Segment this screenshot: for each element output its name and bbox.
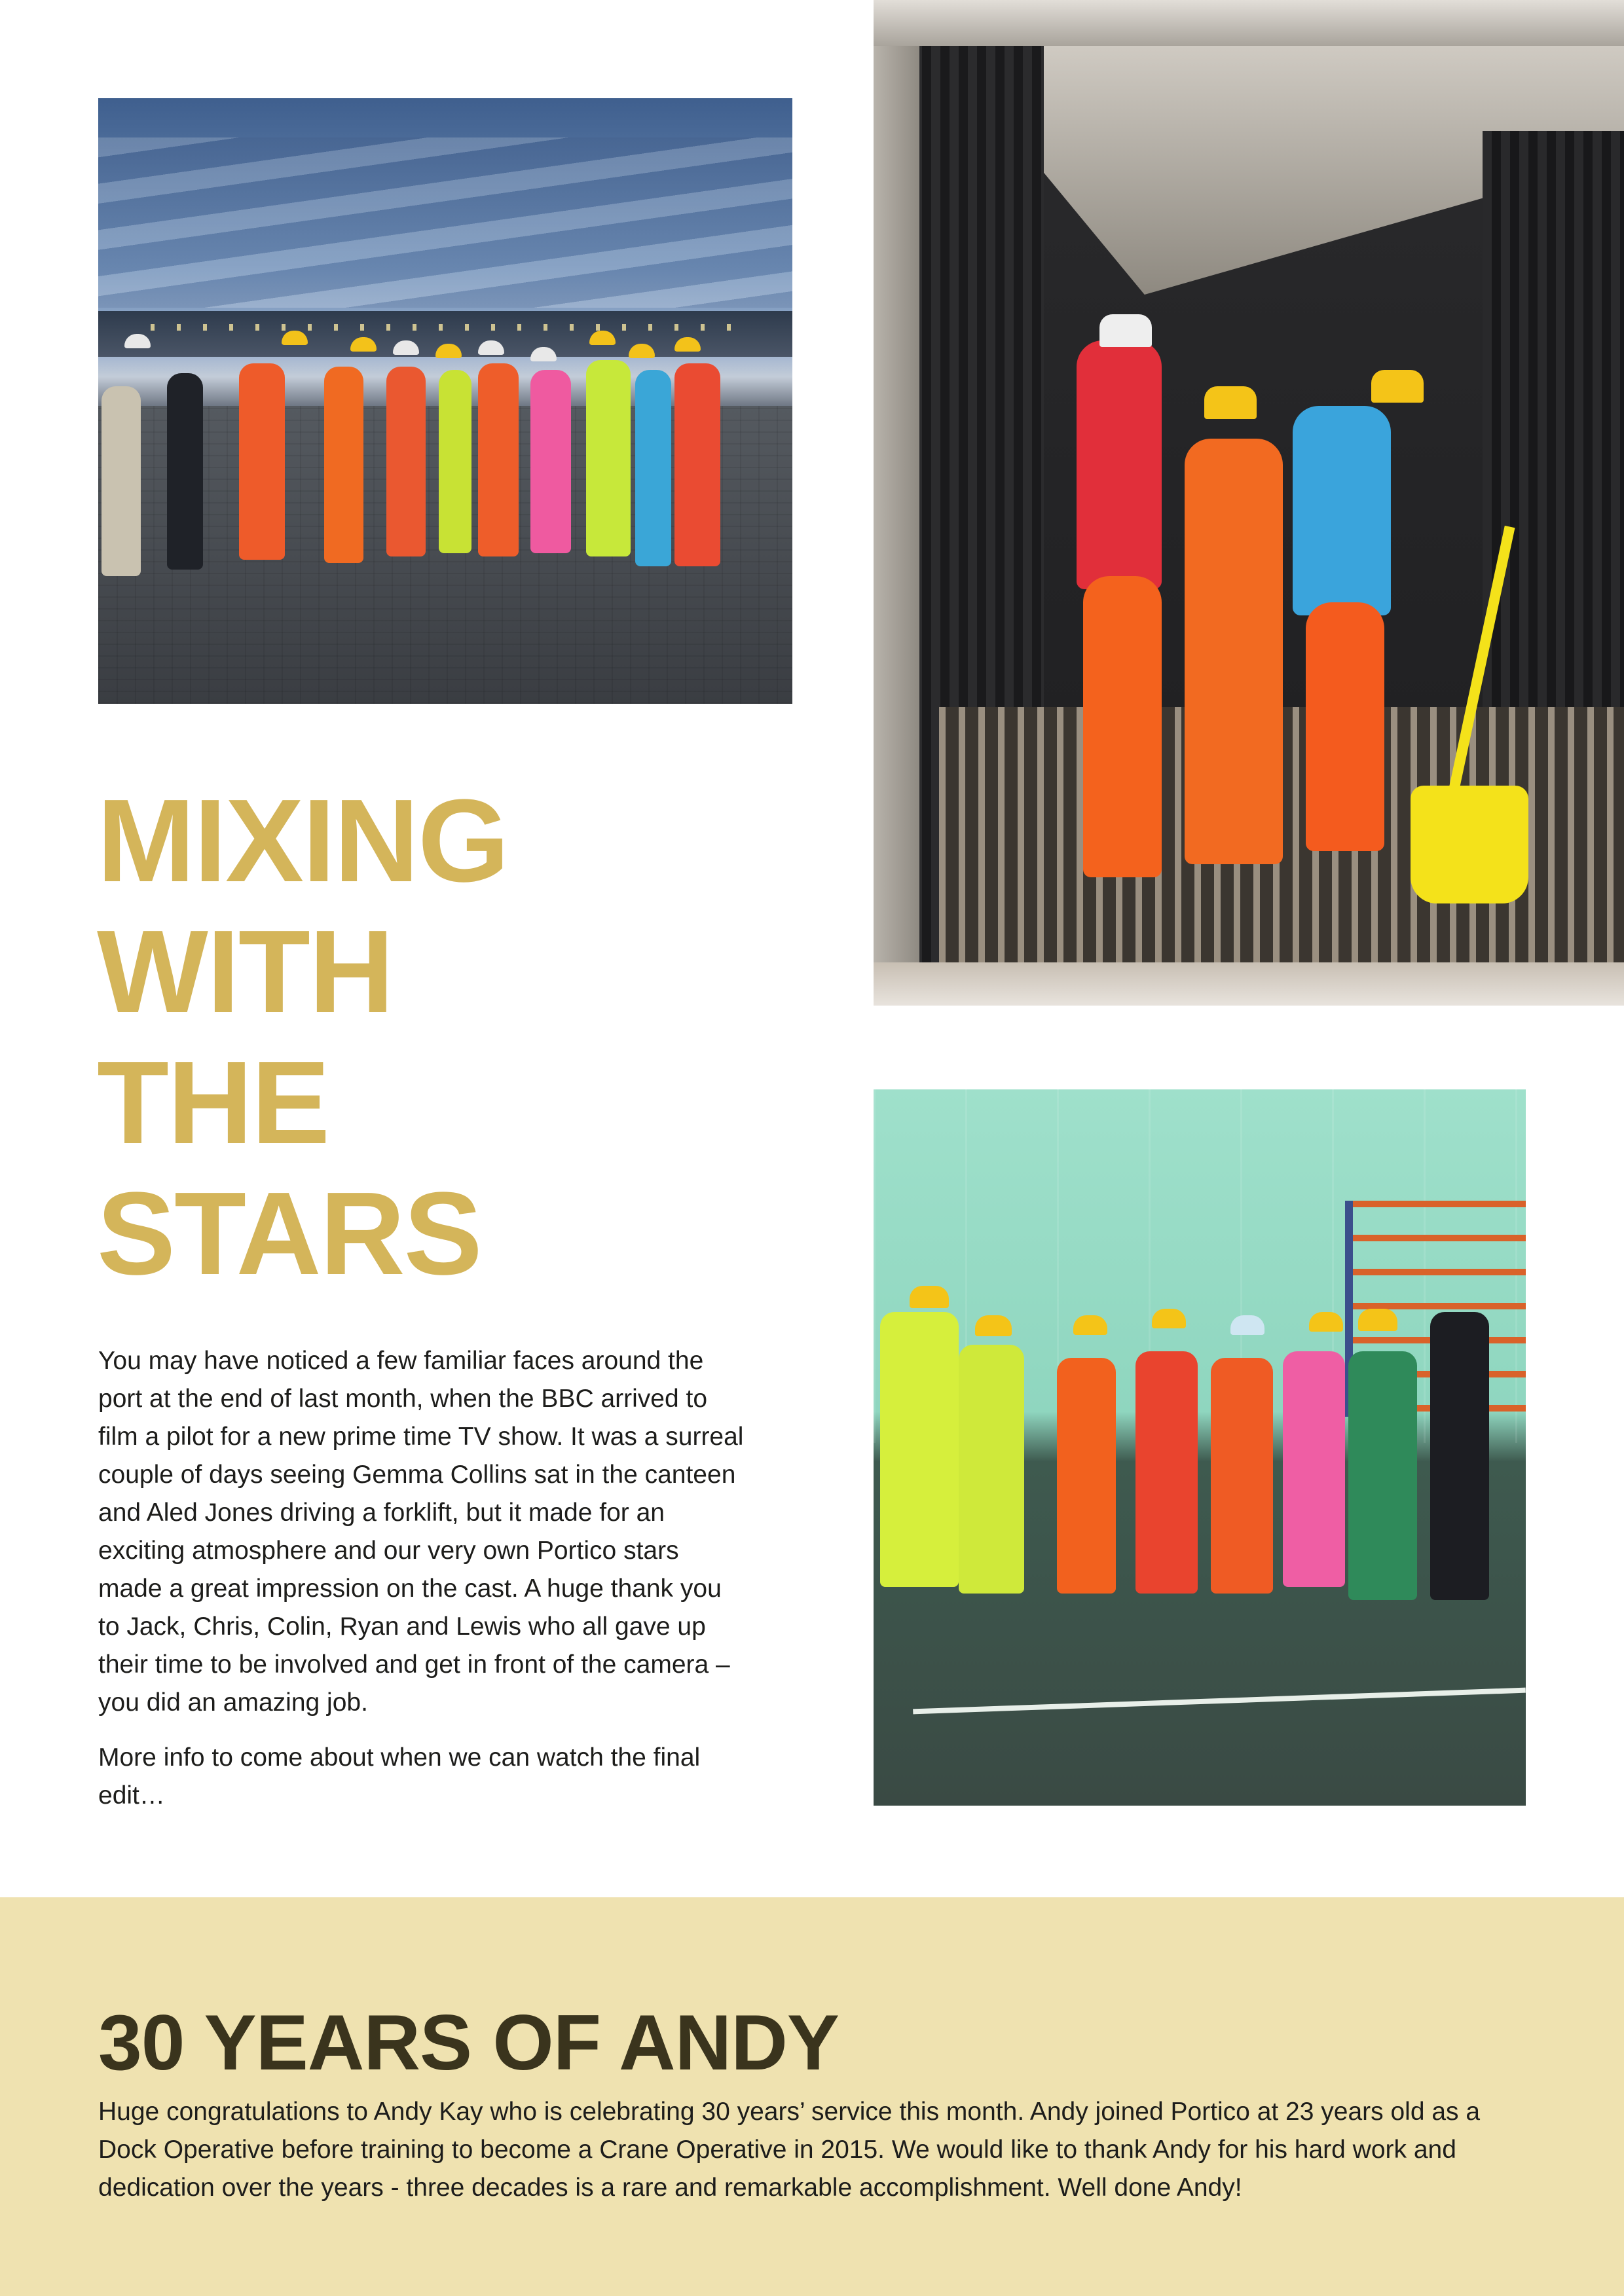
photo-container-trio	[874, 0, 1624, 1006]
headline-line: STARS	[97, 1168, 481, 1300]
photo-team-on-quay	[98, 98, 792, 704]
container-frame-top	[874, 0, 1624, 46]
article-paragraph-2: More info to come about when we can watch the final edit…	[98, 1743, 701, 1810]
container-frame-bottom	[874, 962, 1624, 1006]
article-headline	[97, 776, 686, 1300]
sky-clouds	[98, 137, 792, 308]
floor-marking	[913, 1688, 1526, 1715]
feature-title: 30 YEARS OF ANDY	[98, 1999, 839, 2086]
feature-text: Huge congratulations to Andy Kay who is celebrating 30 years’ service this month. Andy joined Portico at 23 years old as a Dock Operative before training to become a Crane Operative in 2015. We would like to thank Andy for his hard work and dedication over the years - three decades is a rare and remarkable accomplishment. Well done Andy!	[98, 2098, 1481, 2202]
container-frame-left	[874, 0, 919, 1006]
article-paragraph-1: You may have noticed a few familiar faces around the port at the end of last month, when the BBC arrived to film a pilot for a new prime time TV show. It was a surreal couple of days seeing Gemma Collins sat in the canteen and Aled Jones driving a forklift, but it made for an exciting atmosphere and our very own Portico stars made a great impression on the cast. A huge thank you to Jack, Chris, Colin, Ryan and Lewis who all gave up their time to be involved and get in front of the camera – you did an amazing job.	[98, 1347, 744, 1717]
headline-line: MIXING	[97, 775, 509, 907]
headline-line: WITH	[97, 906, 393, 1038]
port-lights	[151, 324, 740, 331]
photo-warehouse-group	[874, 1089, 1526, 1806]
headline-line: THE	[97, 1037, 329, 1169]
